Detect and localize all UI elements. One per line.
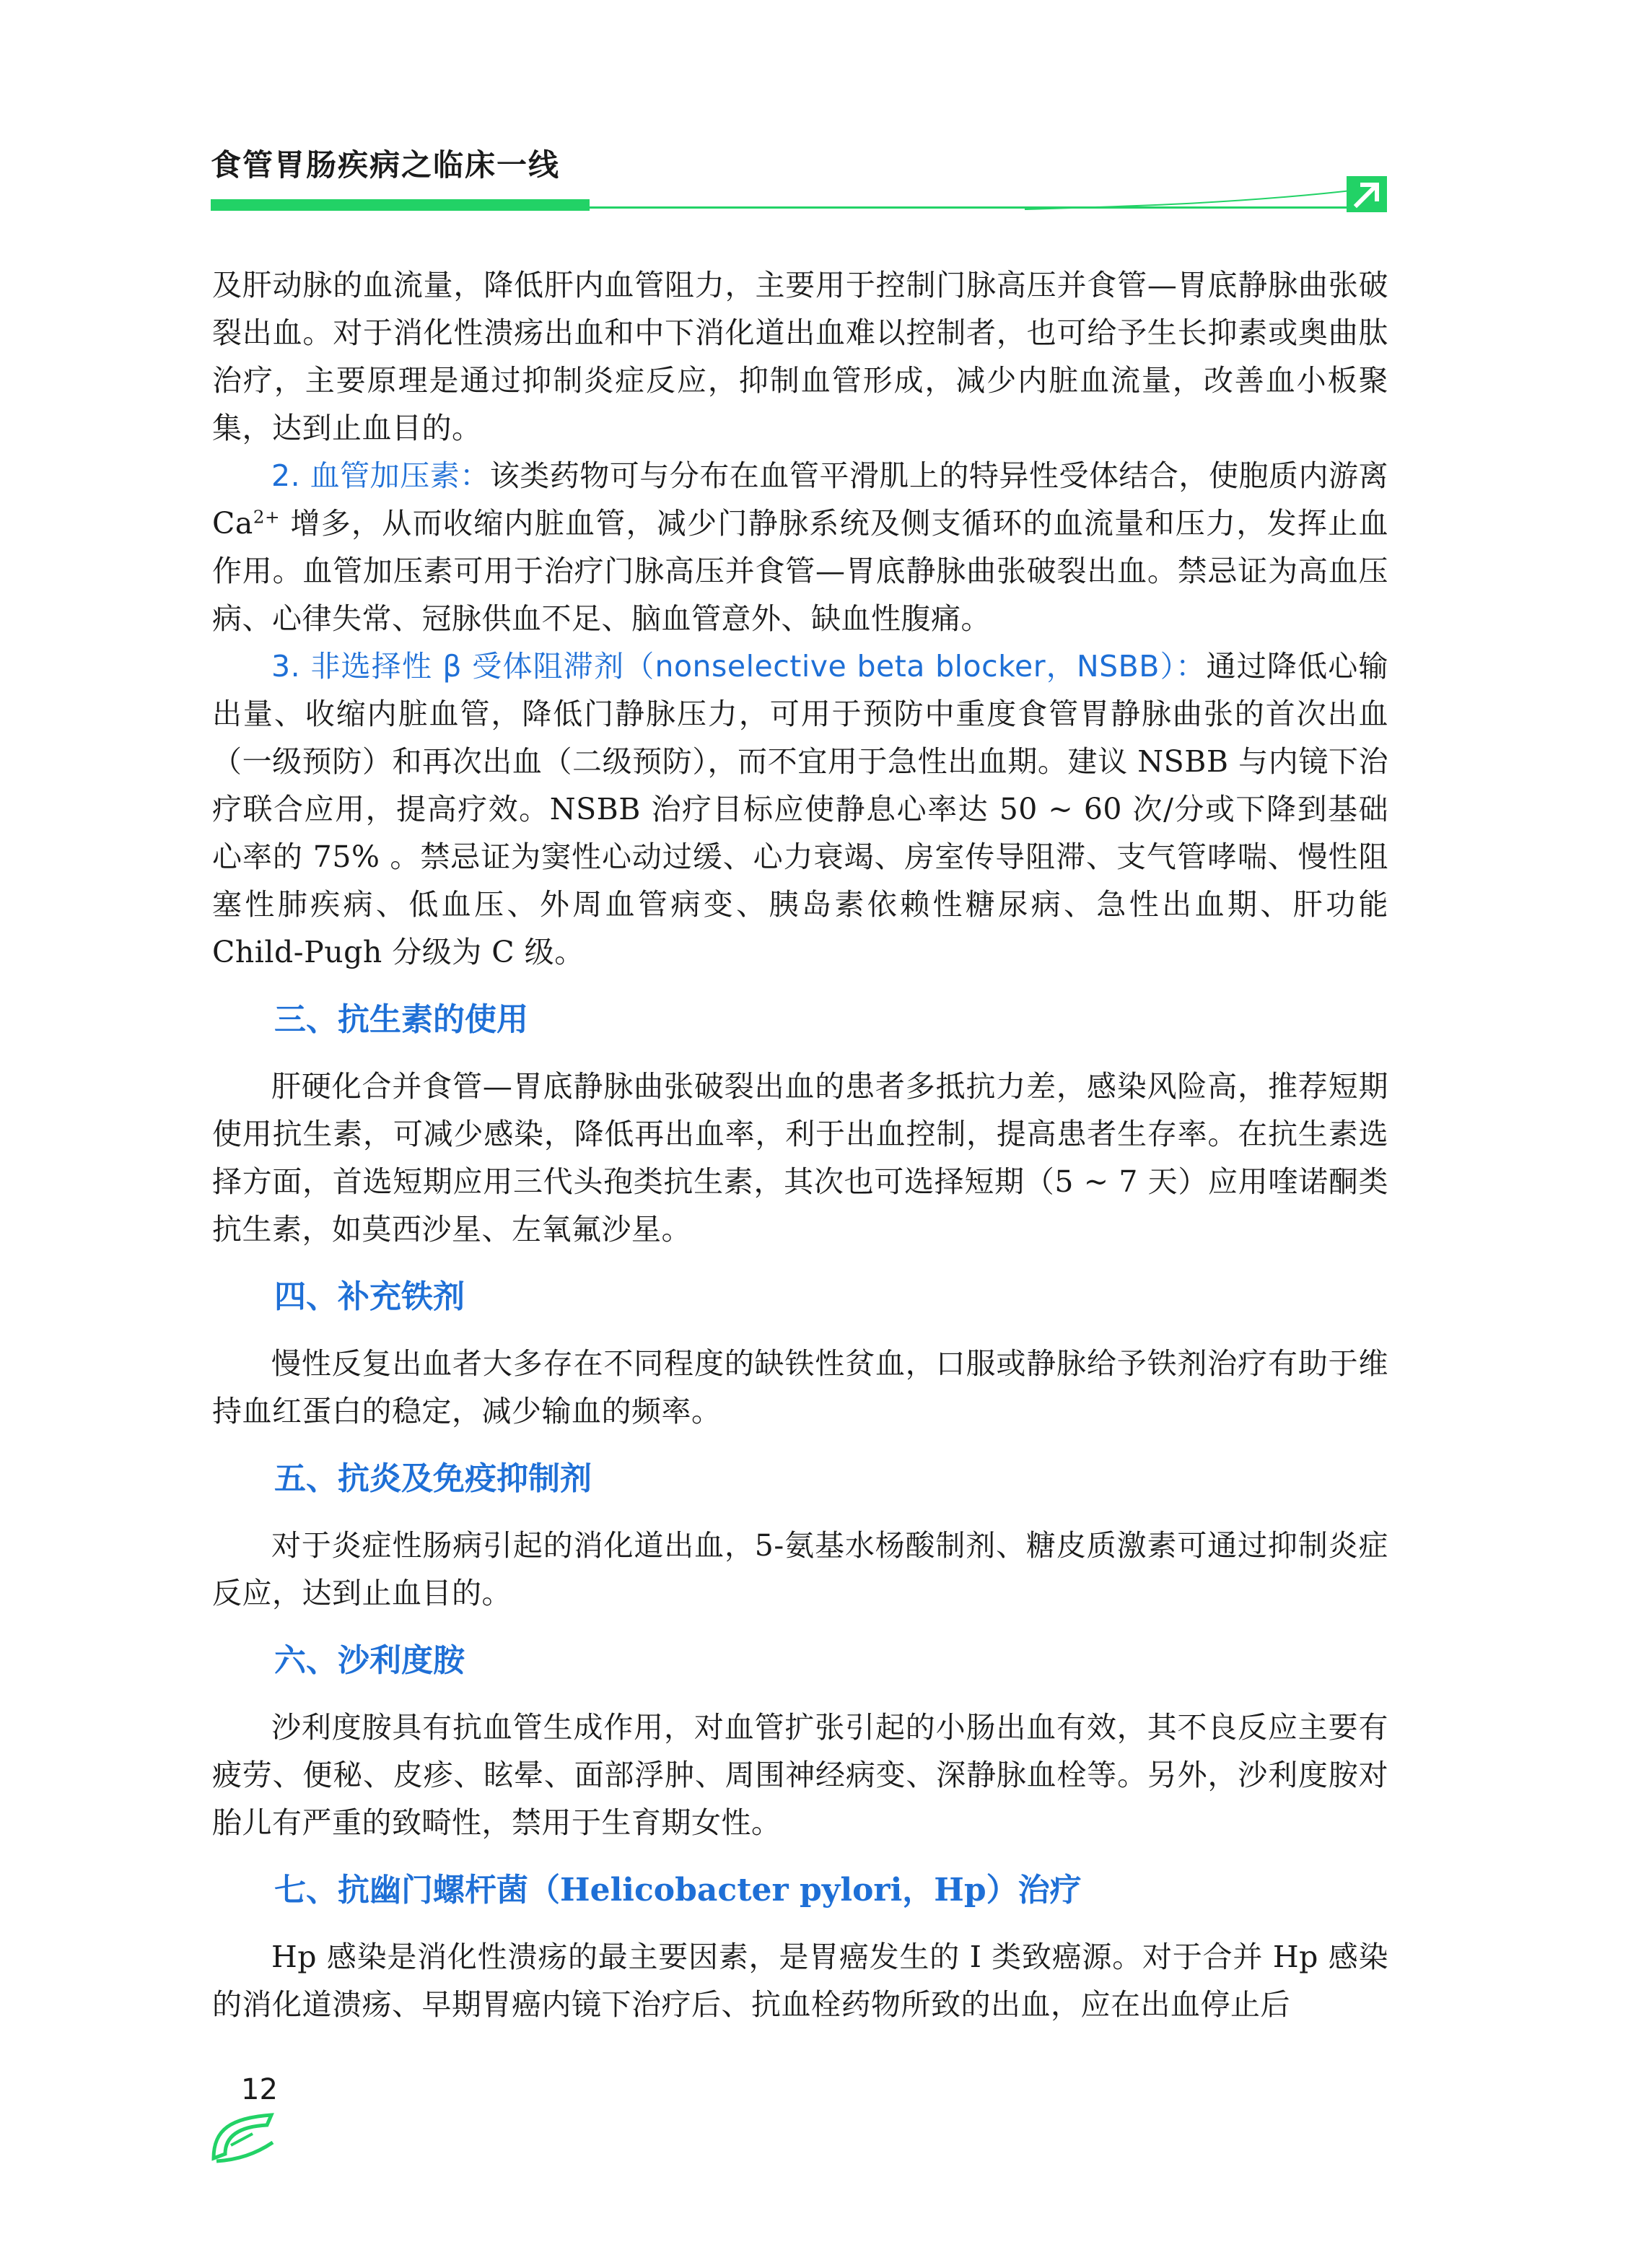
section-heading: 三、抗生素的使用 bbox=[274, 1001, 528, 1038]
paragraph-text: 增多，从而收缩内脏血管，减少门静脉系统及侧支循环的血流量和压力，发挥止血作用。血管加压素可用于治疗门脉高压并食管—胃底静脉曲张破裂出血。禁忌证为高血压病、心律失常、冠脉供血不足、脑血管意外、缺血性腹痛。 bbox=[212, 506, 1388, 636]
superscript: 2+ bbox=[253, 506, 281, 528]
header-rule-thick bbox=[211, 199, 590, 211]
paragraph: 对于炎症性肠病引起的消化道出血，5-氨基水杨酸制剂、糖皮质激素可通过抑制炎症反应，达到止血目的。 bbox=[212, 1528, 1388, 1610]
paragraph-vasopressin bbox=[212, 452, 1388, 642]
page-content bbox=[212, 261, 1388, 2028]
section-heading: 四、补充铁剂 bbox=[274, 1278, 465, 1315]
paragraph-text: 该类药物可与分布在血管平滑肌上的特异性受体结合，使胞质内游离 Ca bbox=[212, 458, 1388, 541]
paragraph: 沙利度胺具有抗血管生成作用，对血管扩张引起的小肠出血有效，其不良反应主要有疲劳、便秘、皮疹、眩晕、面部浮肿、周围神经病变、深静脉血栓等。另外，沙利度胺对胎儿有严重的致畸性，禁用于生育期女性。 bbox=[212, 1710, 1388, 1840]
page-number: 12 bbox=[241, 2073, 278, 2106]
paragraph: 及肝动脉的血流量，降低肝内血管阻力，主要用于控制门脉高压并食管—胃底静脉曲张破裂出血。对于消化性溃疡出血和中下消化道出血难以控制者，也可给予生长抑素或奥曲肽治疗，主要原理是通过抑制炎症反应，抑制血管形成，减少内脏血流量，改善血小板聚集，达到止血目的。 bbox=[212, 268, 1388, 445]
paragraph: 慢性反复出血者大多存在不同程度的缺铁性贫血，口服或静脉给予铁剂治疗有助于维持血红蛋白的稳定，减少输血的频率。 bbox=[212, 1346, 1388, 1429]
item-lead-nsbb: 3. 非选择性 β 受体阻滞剂（nonselective beta blocker，NSBB）： bbox=[271, 649, 1207, 684]
section-heading: 五、抗炎及免疫抑制剂 bbox=[274, 1460, 592, 1497]
section-heading: 七、抗幽门螺杆菌（Helicobacter pylori，Hp）治疗 bbox=[274, 1872, 1082, 1909]
paragraph-text: 通过降低心输出量、收缩内脏血管，降低门静脉压力，可用于预防中重度食管胃静脉曲张的首次出血（一级预防）和再次出血（二级预防），而不宜用于急性出血期。建议 NSBB 与内镜下治疗联合应用，提高疗效。NSBB 治疗目标应使静息心率达 50 ~ 60 次/分或下降到基础心率的 75% 。禁忌证为窦性心动过缓、心力衰竭、房室传导阻滞、支气管哮喘、慢性阻塞性肺疾病、低血压、外周血管病变、胰岛素依赖性糖尿病、急性出血期、肝功能 Child-Pugh 分级为 C 级。 bbox=[212, 649, 1388, 969]
header-swoosh-decoration bbox=[1025, 182, 1371, 218]
corner-ornament-icon bbox=[209, 2108, 279, 2165]
paragraph: Hp 感染是消化性溃疡的最主要因素，是胃癌发生的 I 类致癌源。对于合并 Hp 感染的消化道溃疡、早期胃癌内镜下治疗后、抗血栓药物所致的出血，应在出血停止后 bbox=[212, 1940, 1388, 2022]
arrow-up-right-icon bbox=[1347, 176, 1387, 212]
running-header-title: 食管胃肠疾病之临床一线 bbox=[211, 147, 561, 183]
item-lead-vasopressin: 2. 血管加压素： bbox=[271, 458, 490, 493]
paragraph-nsbb bbox=[212, 642, 1388, 976]
paragraph: 肝硬化合并食管—胃底静脉曲张破裂出血的患者多抵抗力差，感染风险高，推荐短期使用抗生素，可减少感染，降低再出血率，利于出血控制，提高患者生存率。在抗生素选择方面，首选短期应用三代头孢类抗生素，其次也可选择短期（5 ~ 7 天）应用喹诺酮类抗生素，如莫西沙星、左氧氟沙星。 bbox=[212, 1069, 1388, 1247]
section-heading: 六、沙利度胺 bbox=[274, 1642, 465, 1679]
